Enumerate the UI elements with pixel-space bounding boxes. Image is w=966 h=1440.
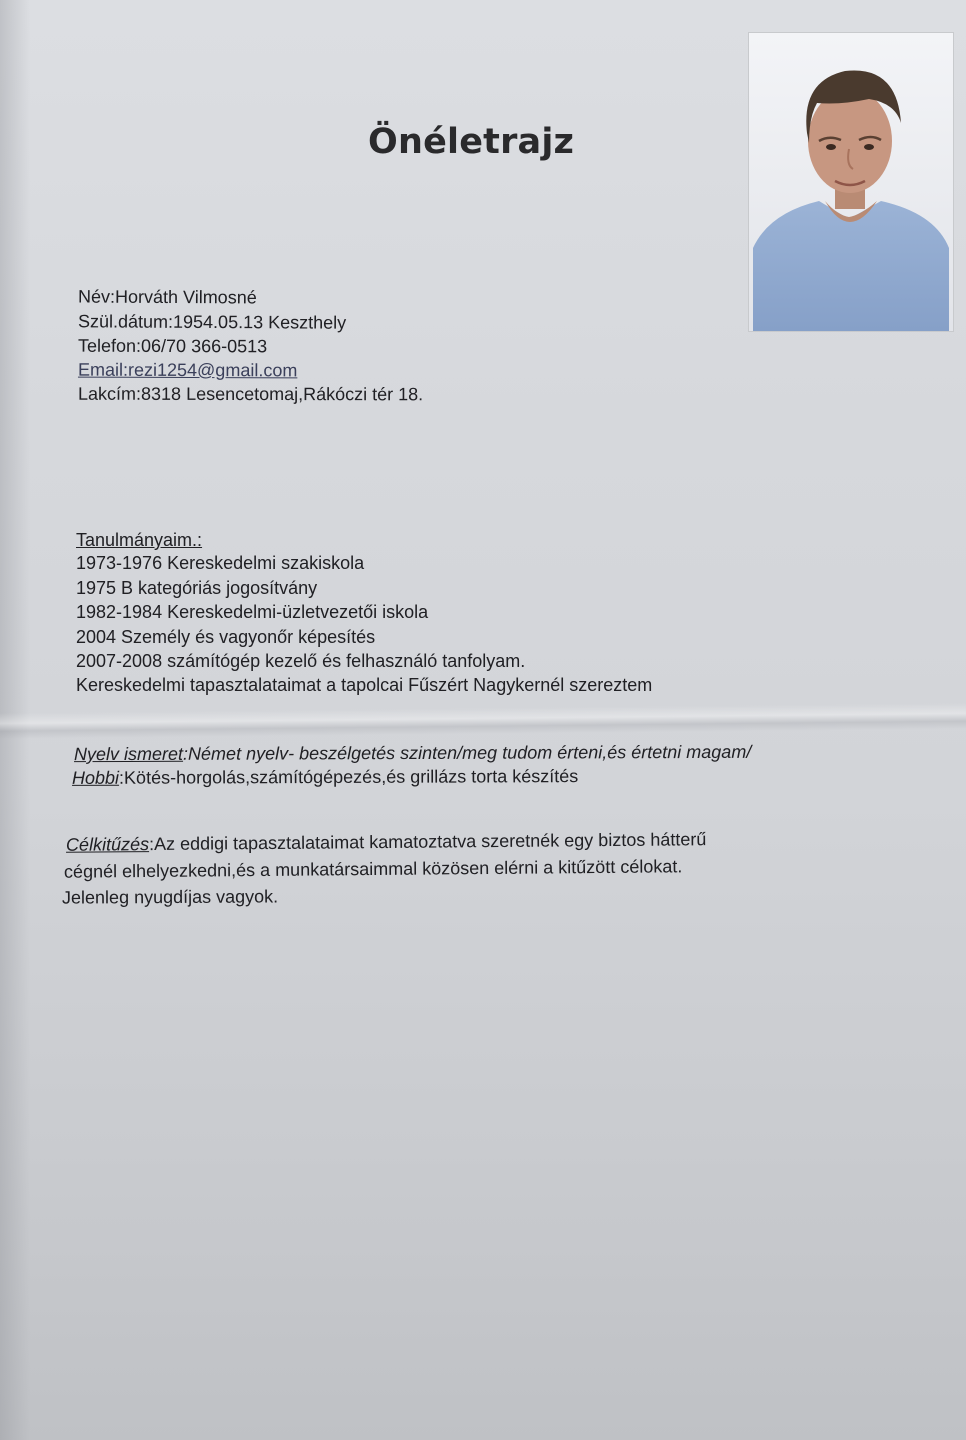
goal-line-3: Jelenleg nyugdíjas vagyok. [61,886,279,908]
goal-label: Célkitűzés [65,834,150,855]
study-item: 2007-2008 számítógép kezelő és felhasználó tanfolyam. [76,651,526,671]
study-item: 2004 Személy és vagyonőr képesítés [76,627,376,647]
phone-line [78,336,267,358]
language-label: Nyelv ismeret [73,743,184,765]
email-link[interactable]: Email:rezi1254@gmail.com [77,359,298,381]
hobby-text: :Kötés-horgolás,számítógépezés,és grillázs torta készítés [118,766,579,788]
birth-value: 1954.05.13 Keszthely [172,311,347,333]
portrait-photo [749,33,953,331]
goal-text-1: :Az eddigi tapasztalataimat kamatoztatva szeretnék egy biztos hátterű [148,829,707,855]
language-text: :Német nyelv- beszélgetés szinten/meg tudom érteni,és értetni magam/ [182,741,752,764]
hobby-line [72,766,578,789]
birth-label: Szül.dátum: [77,311,174,332]
address-value: 8318 Lesencetomaj,Rákóczi tér 18. [141,383,424,405]
birth-line [78,311,346,333]
goal-line-1 [66,829,706,856]
studies-heading: Tanulmányaim.: [76,530,203,550]
study-item: 1975 B kategóriás jogosítvány [76,578,318,598]
study-item: 1982-1984 Kereskedelmi-üzletvezetői iskola [76,602,429,622]
phone-label: Telefon: [77,335,142,356]
experience-line: Kereskedelmi tapasztalataimat a tapolcai Fűszért Nagykernél szereztem [76,675,653,695]
name-value: Horváth Vilmosné [114,286,257,308]
language-line [74,742,751,765]
goal-line-2: cégnél elhelyezkedni,és a munkatársaimmal közösen elérni a kitűzött célokat. [63,856,683,882]
study-item: 1973-1976 Kereskedelmi szakiskola [76,553,365,573]
document-title: Önéletrajz [368,122,575,162]
paper-fold [0,703,966,739]
name-label: Név: [77,286,116,307]
name-line [78,287,257,309]
address-line [78,384,423,406]
address-label: Lakcím: [77,383,142,404]
hobby-label: Hobbi [71,767,120,788]
phone-value: 06/70 366-0513 [141,335,268,357]
